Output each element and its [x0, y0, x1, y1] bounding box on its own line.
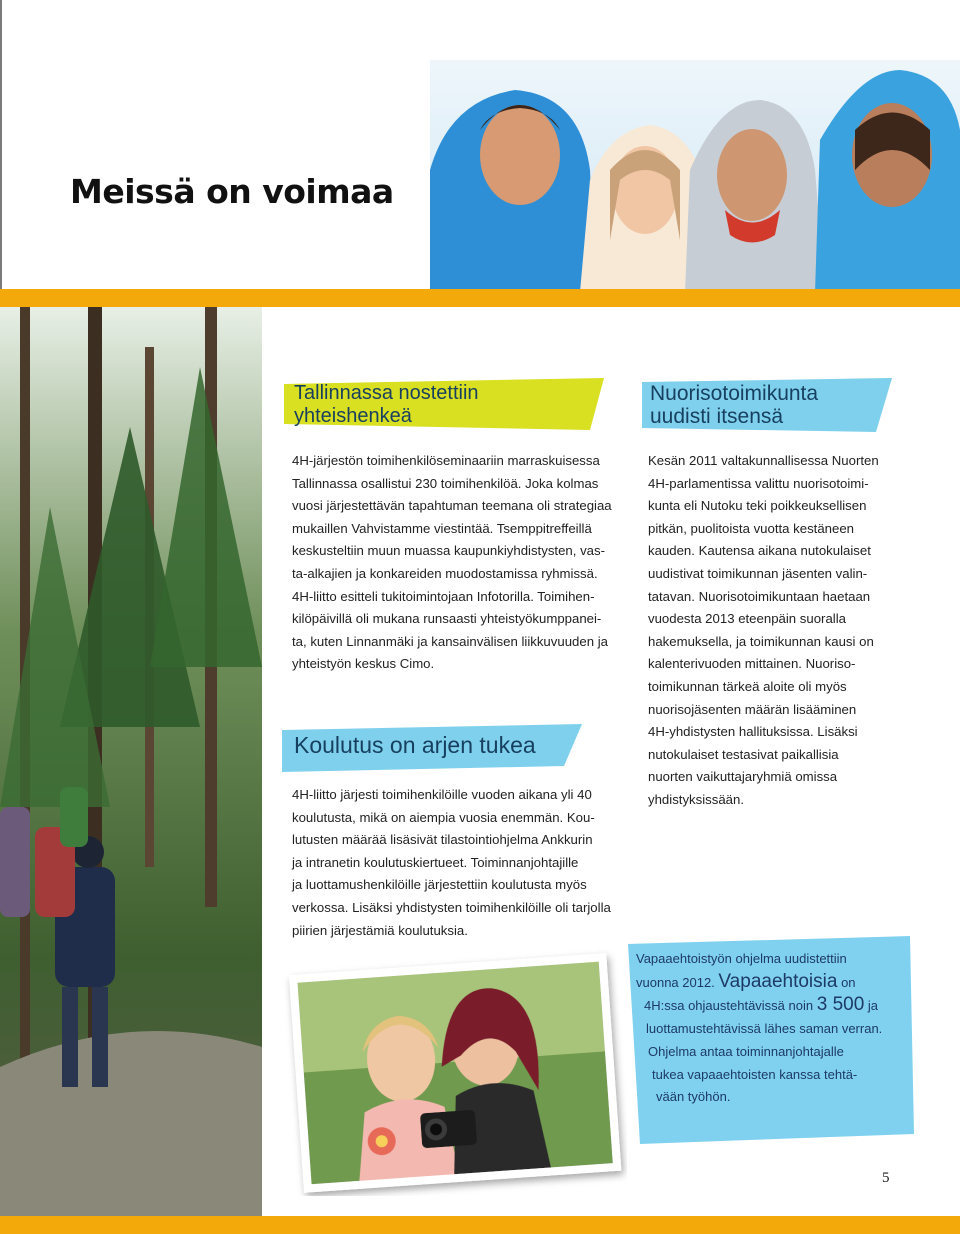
- girls-camera-photo: [282, 946, 627, 1196]
- text-line: verkossa. Lisäksi yhdistysten toimihenkilöille oli tarjolla: [292, 899, 611, 915]
- text-line: kalenterivuoden mittainen. Nuoriso-: [648, 656, 856, 672]
- text-line: uudistivat toimikunnan jäsenten valin-: [648, 565, 868, 581]
- text-line: kilöpäivillä oli mukana runsaasti yhteistyökumppanei-: [292, 611, 602, 627]
- callout-line1: Vapaaehtoistyön ohjelma uudistettiin: [636, 951, 847, 966]
- callout-line5: Ohjelma antaa toiminnanjohtajalle: [648, 1043, 844, 1059]
- text-line: yhteistyön keskus Cimo.: [292, 656, 435, 672]
- text-line: kunta eli Nutoku teki poikkeuksellisen: [648, 498, 867, 514]
- text-line: 4H-järjestön toimihenkilöseminaariin marraskuisessa: [292, 453, 600, 468]
- text-line: pitkän, puolitoista vuotta kestäneen: [648, 520, 855, 536]
- page-number: 5: [882, 1170, 890, 1186]
- text-line: kauden. Kautensa aikana nutokulaiset: [648, 543, 871, 559]
- text-line: nutokulaiset testasivat paikallisia: [648, 746, 839, 762]
- text-line: toimikunnan tärkeä aloite oli myös: [648, 678, 847, 694]
- callout-line6: tukea vapaaehtoisten kanssa tehtä-: [652, 1066, 858, 1082]
- nuoriso-body: [648, 450, 948, 812]
- text-line: keskusteltiin muun muassa kaupunkiyhdistysten, vas-: [292, 543, 605, 559]
- text-line: 4H-parlamentissa valittu nuorisotoimi-: [648, 475, 869, 491]
- callout-line2-pre: vuonna 2012.: [636, 974, 715, 990]
- text-line: piirien järjestämiä koulutuksia.: [292, 922, 468, 938]
- callout-line3-post: ja: [867, 998, 879, 1014]
- text-line: vuosi järjestettävän tapahtuman teemana oli strategiaa: [292, 498, 612, 514]
- callout-highlight-vapaaehtoisia: Vapaaehtoisia: [718, 970, 838, 992]
- heading-tallinna-box: [284, 378, 604, 430]
- text-line: 4H-liitto järjesti toimihenkilöille vuoden aikana yli 40: [292, 787, 592, 802]
- text-line: yhdistyksissään.: [648, 791, 745, 807]
- volunteer-callout: [620, 936, 920, 1144]
- text-line: hakemuksella, ja toimikunnan kausi on: [648, 633, 874, 649]
- text-line: koulutusta, mikä on aiempia vuosia enemmän. Kou-: [292, 809, 595, 825]
- text-line: vuodesta 2013 eteenpäin suoralla: [648, 611, 846, 627]
- text-line: nuorisojäsenten määrän lisääminen: [648, 701, 857, 717]
- callout-line7: vään työhön.: [656, 1089, 731, 1105]
- page-title: Meissä on voimaa: [70, 172, 394, 211]
- text-line: nuorten vaikuttajaryhmiä omissa: [648, 769, 838, 785]
- heading-nuoriso-box: [642, 378, 892, 432]
- callout-line2: [636, 971, 916, 995]
- heading-koulutus: Koulutus on arjen tukea: [294, 732, 536, 758]
- text-line: ja luottamushenkilöille järjestettiin koulutusta myös: [292, 877, 587, 893]
- text-line: ja intranetin koulutuskiertueet. Toiminnanjohtajille: [292, 854, 579, 870]
- heading-tallinna-line2: yhteishenkeä: [294, 405, 412, 427]
- callout-line4: luottamustehtävissä lähes saman verran.: [646, 1021, 883, 1037]
- forest-walk-photo: [0, 307, 262, 1234]
- tallinna-body: [292, 450, 622, 676]
- text-line: Tallinnassa osallistui 230 toimihenkilöä. Joka kolmas: [292, 475, 599, 491]
- heading-nuoriso-line1: Nuorisotoimikunta: [650, 382, 819, 405]
- teens-hoodies-photo: [430, 60, 960, 292]
- text-line: 4H-yhdistysten hallituksissa. Lisäksi: [648, 724, 858, 740]
- bottom-orange-band: [0, 1216, 960, 1234]
- text-line: ta-alkajien ja konkareiden muodostamissa ryhmissä.: [292, 565, 598, 581]
- callout-line3: [636, 994, 916, 1018]
- text-line: ta, kuten Linnanmäki ja kansainvälisen liikkuvuuden ja: [292, 633, 608, 649]
- text-line: lutusten määrää lisäsivät tilastointiohjelma Ankkurin: [292, 832, 593, 848]
- top-orange-band: [0, 289, 960, 307]
- text-line: Kesän 2011 valtakunnallisessa Nuorten: [648, 453, 879, 468]
- text-line: mukaillen Vahvistamme viestintää. Tsemppitreffeillä: [292, 520, 592, 536]
- heading-tallinna-line1: Tallinnassa nostettiin: [294, 382, 479, 404]
- callout-line2-post: on: [841, 974, 856, 990]
- text-line: 4H-liitto esitteli tukitoimintojaan Infotorilla. Toimihen-: [292, 588, 595, 604]
- callout-highlight-number: 3 500: [816, 994, 865, 1016]
- callout-line3-pre: 4H:ssa ohjaustehtävissä noin: [644, 998, 814, 1014]
- koulutus-body: [292, 784, 622, 942]
- heading-koulutus-box: [282, 724, 582, 772]
- text-line: tatavan. Nuorisotoimikuntaan haetaan: [648, 588, 871, 604]
- heading-nuoriso-line2: uudisti itsensä: [650, 405, 784, 428]
